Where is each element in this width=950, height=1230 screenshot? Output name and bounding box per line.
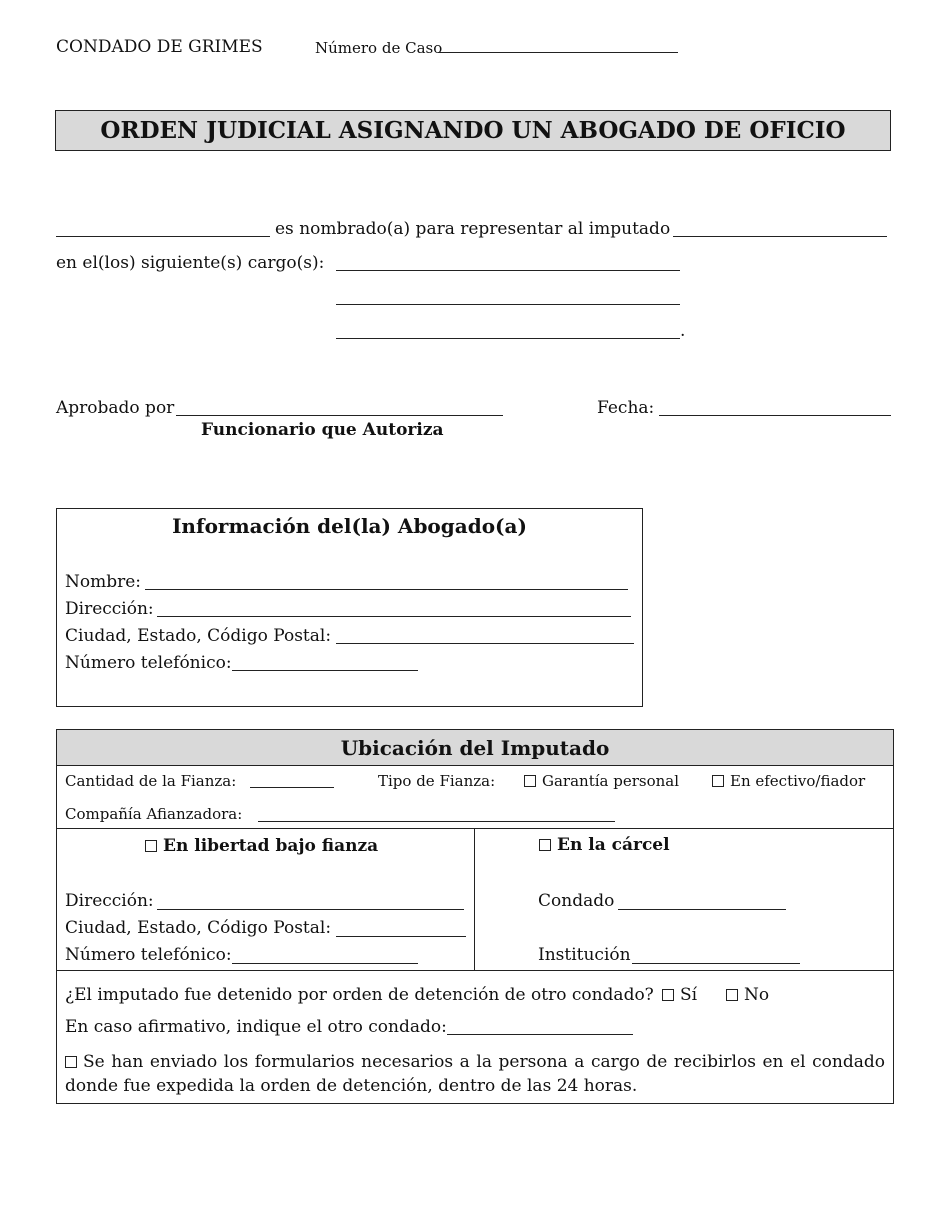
jail-institution-field[interactable] [632, 963, 800, 964]
jail-title: En la cárcel [557, 835, 670, 855]
county-name: CONDADO DE GRIMES [56, 37, 263, 57]
charge-field-3[interactable] [336, 338, 680, 339]
surety-field[interactable] [258, 821, 615, 822]
released-phone-label: Número telefónico: [65, 945, 232, 965]
divider-top [56, 828, 894, 829]
attorney-address-label: Dirección: [65, 599, 154, 619]
date-label: Fecha: [597, 398, 655, 418]
attorney-name-input[interactable] [145, 589, 628, 590]
forms-sent-option[interactable] [65, 1050, 885, 1098]
bond-amount-label: Cantidad de la Fianza: [65, 772, 237, 790]
jail-institution-label: Institución [538, 945, 631, 965]
jail-option[interactable] [539, 835, 670, 855]
defendant-name-field[interactable] [673, 236, 887, 237]
warrant-yes-option[interactable] [662, 985, 697, 1005]
cash-bond-label: En efectivo/fiador [730, 772, 866, 790]
location-title: Ubicación del Imputado [340, 736, 610, 760]
attorney-name-label: Nombre: [65, 572, 142, 592]
warrant-yes-label: Sí [680, 985, 698, 1005]
warrant-question: ¿El imputado fue detenido por orden de detención de otro condado? [65, 985, 654, 1005]
bond-amount-field[interactable] [250, 787, 334, 788]
released-city-field[interactable] [336, 936, 466, 937]
attorney-name-field[interactable] [56, 236, 270, 237]
approved-by-label: Aprobado por [56, 398, 175, 418]
charge-field-1[interactable] [336, 270, 680, 271]
other-county-label: En caso afirmativo, indique el otro condado: [65, 1017, 447, 1037]
forms-sent-text: Se han enviado los formularios necesarios a la persona a cargo de recibirlos en el condado donde fue expedida la orden de detención, dentro de las 24 horas. [65, 1052, 885, 1096]
released-address-label: Dirección: [65, 891, 154, 911]
other-county-field[interactable] [447, 1034, 633, 1035]
case-number-field[interactable] [438, 52, 678, 53]
released-option[interactable] [145, 836, 378, 856]
bond-option-cash[interactable] [712, 772, 865, 790]
warrant-yes-checkbox[interactable] [662, 989, 674, 1001]
bond-type-label: Tipo de Fianza: [378, 772, 496, 790]
attorney-phone-label: Número telefónico: [65, 653, 232, 673]
warrant-no-checkbox[interactable] [726, 989, 738, 1001]
released-title: En libertad bajo fianza [163, 836, 379, 856]
charge-field-2[interactable] [336, 304, 680, 305]
released-phone-field[interactable] [232, 963, 418, 964]
approved-by-field[interactable] [176, 415, 503, 416]
jail-checkbox[interactable] [539, 839, 551, 851]
warrant-no-option[interactable] [726, 985, 769, 1005]
surety-label: Compañía Afianzadora: [65, 805, 243, 823]
released-city-label: Ciudad, Estado, Código Postal: [65, 918, 332, 938]
bond-option-personal[interactable] [524, 772, 679, 790]
released-address-field[interactable] [157, 909, 464, 910]
cash-bond-checkbox[interactable] [712, 775, 724, 787]
divider-vertical [474, 829, 475, 971]
personal-bond-label: Garantía personal [542, 772, 680, 790]
jail-county-label: Condado [538, 891, 615, 911]
divider-bottom [56, 970, 894, 971]
attorney-city-input[interactable] [336, 643, 634, 644]
appointment-text: es nombrado(a) para representar al imputado [275, 219, 671, 239]
page-title: ORDEN JUDICIAL ASIGNANDO UN ABOGADO DE OFICIO [100, 117, 846, 144]
charges-period: . [680, 321, 686, 341]
attorney-info-title: Información del(la) Abogado(a) [172, 514, 527, 538]
date-field[interactable] [659, 415, 891, 416]
attorney-phone-input[interactable] [232, 670, 418, 671]
released-checkbox[interactable] [145, 840, 157, 852]
personal-bond-checkbox[interactable] [524, 775, 536, 787]
charges-label: en el(los) siguiente(s) cargo(s): [56, 253, 325, 273]
forms-sent-checkbox[interactable] [65, 1056, 77, 1068]
authorizing-official-caption: Funcionario que Autoriza [201, 420, 444, 440]
attorney-city-label: Ciudad, Estado, Código Postal: [65, 626, 332, 646]
title-box [55, 110, 891, 151]
case-number-label: Número de Caso [315, 39, 443, 57]
attorney-address-input[interactable] [157, 616, 631, 617]
jail-county-field[interactable] [618, 909, 786, 910]
warrant-no-label: No [744, 985, 770, 1005]
